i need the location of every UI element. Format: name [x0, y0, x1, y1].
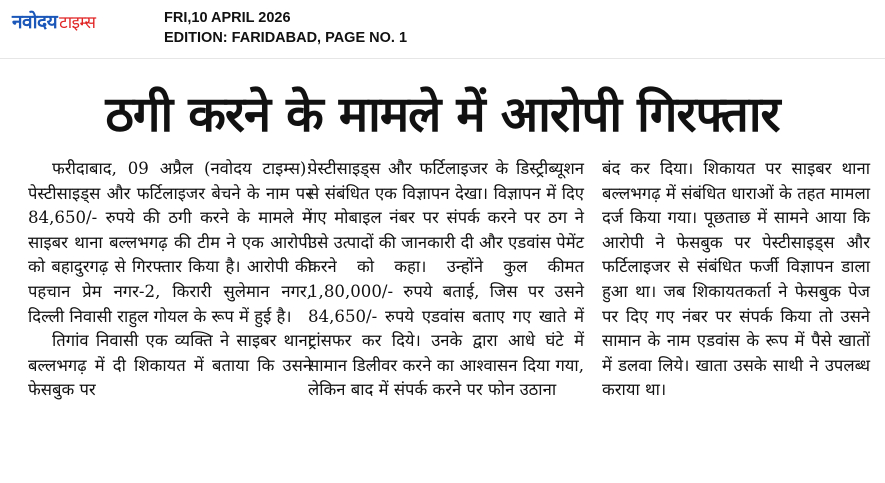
article-paragraph: पेस्टीसाइड्स और फर्टिलाइजर के डिस्ट्रीब्यूशन से संबंधित एक विज्ञापन देखा। विज्ञापन में दिए गए मोबाइल नंबर पर संपर्क करने पर ठग ने उसे उत्पादों की जानकारी दी और एडवांस पेमेंट करने को कहा। उन्होंने कुल कीमत 1,80,000/- रुपये बताई, जिस पर उसने 84,650/- रुपये एडवांस बताए गए खाते में ट्रांसफर कर दिये। उनके द्वारा आधे घंटे में सामान डिलीवर करने का आश्वासन दिया गया, लेकिन बाद में संपर्क करने पर फोन उठाना: [308, 159, 584, 400]
article-paragraph: बंद कर दिया। शिकायत पर साइबर थाना बल्लभगढ़ में संबंधित धाराओं के तहत मामला दर्ज किया गया। पूछताछ में सामने आया कि आरोपी ने फेसबुक पर पेस्टीसाइड्स और फर्टिलाइजर से संबंधित फर्जी विज्ञापन डाला हुआ था। जब शिकायतकर्ता ने फेसबुक पेज पर दिए गए नंबर पर संपर्क किया तो उसने सामान के नाम एडवांस के रूप में पैसे खातों में डलवा लिये। खाता उसके साथी ने उपलब्ध कराया था।: [602, 159, 870, 400]
article-paragraph: तिगांव निवासी एक व्यक्ति ने साइबर थाना बल्लभगढ़ में दी शिकायत में बताया कि उसने फेसबुक पर: [28, 331, 312, 400]
article-headline: ठगी करने के मामले में आरोपी गिरफ्तार: [105, 86, 780, 143]
edition-page: EDITION: FARIDABAD, PAGE NO. 1: [164, 30, 408, 46]
article-column-1: [28, 157, 312, 403]
article-column-2: [308, 157, 584, 403]
edition-header: [0, 0, 885, 59]
article-paragraph: फरीदाबाद, 09 अप्रैल (नवोदय टाइम्स): पेस्टीसाइड्स और फर्टिलाइजर बेचने के नाम पर 84,650/- रुपये की ठगी करने के मामले में साइबर थाना बल्लभगढ़ की टीम ने एक आरोपी को बहादुरगढ़ से गिरफ्तार किया है। आरोपी की पहचान प्रेम नगर-2, किरारी सुलेमान नगर, दिल्ली निवासी राहुल गोयल के रूप में हुई है।: [28, 159, 312, 326]
logo-sub-text: टाइम्स: [59, 13, 96, 33]
article-column-3: [602, 157, 870, 403]
logo-main-text: नवोदय: [12, 11, 58, 33]
edition-date: FRI,10 APRIL 2026: [164, 10, 291, 26]
edition-meta: [164, 8, 407, 48]
newspaper-logo[interactable]: [12, 8, 95, 34]
